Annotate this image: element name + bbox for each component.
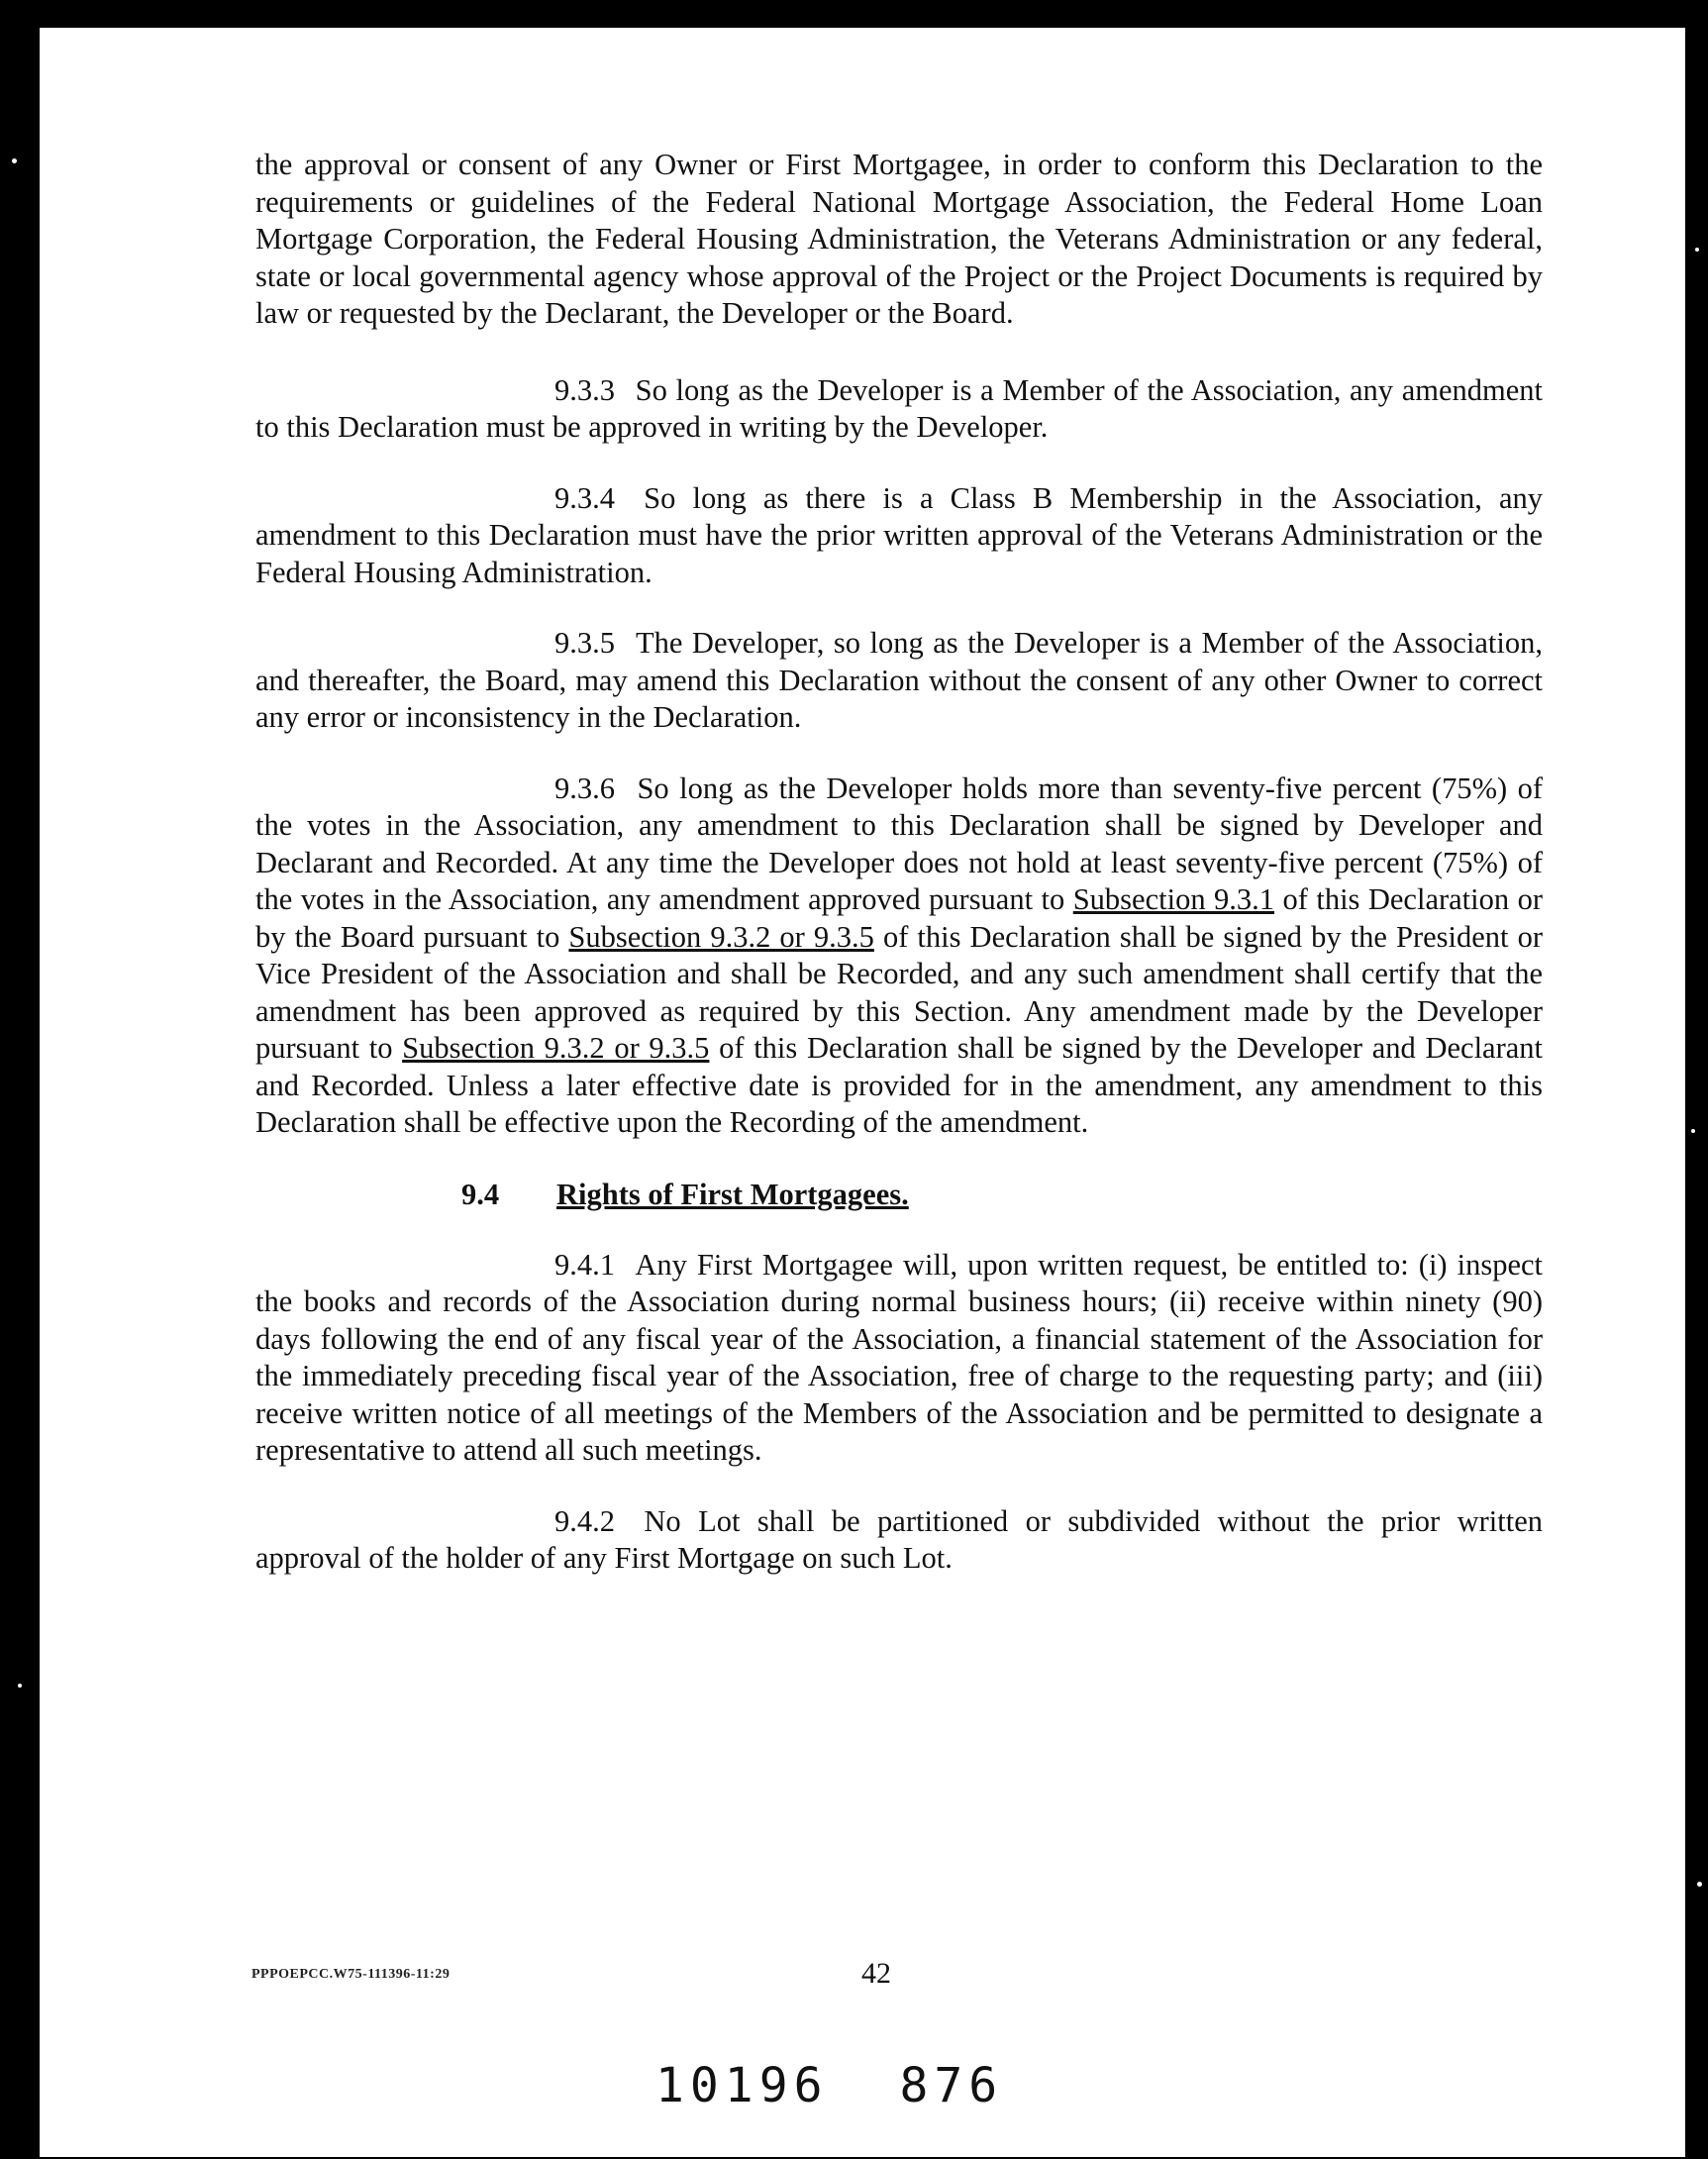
paragraph-text-part: of this Declaration shall be signed by the Developer and Declarant and Recorded. Unless a later effective date is provided for in the amendment, any amendment to this Declaration shall be effective upon the Recording of the amendment. bbox=[255, 1031, 1544, 1139]
page-number: 42 bbox=[861, 1957, 891, 1990]
scan-speck bbox=[1691, 1129, 1695, 1133]
scan-speck bbox=[18, 1684, 22, 1688]
paragraph-number: 9.3.3 bbox=[554, 372, 615, 407]
file-code: PPPOEPCC.W75-111396-11:29 bbox=[251, 1967, 451, 1982]
paragraph-text: No Lot shall be partitioned or subdivided without the prior written approval of the holder of any First Mortgage on such Lot. bbox=[255, 1503, 1543, 1575]
paragraph-9-4-1 bbox=[255, 1247, 1543, 1470]
stamp-book-number: 10196 bbox=[655, 2058, 829, 2113]
document-body bbox=[255, 147, 1543, 1611]
paragraph-9-3-5 bbox=[255, 625, 1543, 737]
paragraph-number: 9.4.2 bbox=[554, 1503, 615, 1538]
section-title: Rights of First Mortgagees. bbox=[556, 1177, 909, 1211]
subsection-reference-9-3-2-or-9-3-5: Subsection 9.3.2 or 9.3.5 bbox=[568, 919, 874, 954]
paragraph-number: 9.4.1 bbox=[554, 1247, 615, 1282]
paragraph-text-part: So long as the Developer holds more than seventy-five percent (75%) of the votes in the Association, any amendment to this Declaration shall be signed by Developer and Declarant and Recorded. At any time the Developer does not hold at least seventy-five percent (75%) of the votes in the Association, any amendment approved pursuant to bbox=[255, 771, 1544, 916]
scan-speck bbox=[12, 158, 17, 163]
subsection-reference-9-3-1: Subsection 9.3.1 bbox=[1072, 882, 1275, 916]
scan-speck bbox=[1697, 1882, 1702, 1887]
paragraph-number: 9.3.5 bbox=[554, 626, 615, 660]
section-heading-9-4 bbox=[255, 1176, 1543, 1213]
paragraph-text: The Developer, so long as the Developer is a Member of the Association, and thereafter, the Board, may amend this Declaration without the consent of any other Owner to correct any error or inconsistency in the Declaration. bbox=[255, 626, 1543, 734]
document-page bbox=[40, 28, 1685, 2157]
paragraph-9-3-4 bbox=[255, 480, 1543, 592]
paragraph-text-part: of this Declaration shall be signed by the President or Vice President of the Association and shall be Recorded, and any such amendment shall certify that the amendment has been approved as required by this Section. Any amendment made by the Developer pursuant to bbox=[255, 919, 1543, 1065]
scan-speck bbox=[1678, 2100, 1685, 2107]
paragraph-text: So long as there is a Class B Membership in the Association, any amendment to this Declaration must have the prior written approval of the Veterans Administration or the Federal Housing Administration. bbox=[255, 480, 1544, 589]
paragraph-9-3-3 bbox=[255, 372, 1543, 447]
section-number: 9.4 bbox=[461, 1177, 500, 1211]
paragraph-9-4-2 bbox=[255, 1503, 1543, 1578]
paragraph-text: So long as the Developer is a Member of the Association, any amendment to this Declaration must be approved in writing by the Developer. bbox=[255, 372, 1543, 444]
subsection-reference-9-3-2-or-9-3-5: Subsection 9.3.2 or 9.3.5 bbox=[402, 1031, 710, 1065]
paragraph-text: Any First Mortgagee will, upon written request, be entitled to: (i) inspect the books and records of the Association during normal business hours; (ii) receive within ninety (90) days following the end of any fiscal year of the Association, a financial statement of the Association for the immediately preceding fiscal year of the Association, free of charge to the requesting party; and (iii) receive written notice of all meetings of the Members of the Association and be permitted to designate a representative to attend all such meetings. bbox=[255, 1247, 1543, 1467]
continuation-paragraph bbox=[255, 147, 1543, 333]
stamp-page-number: 876 bbox=[899, 2058, 1004, 2113]
document-stamp bbox=[655, 2058, 1003, 2113]
paragraph-9-3-6 bbox=[255, 771, 1543, 1142]
paragraph-text-part: of this Declaration or by the Board pursuant to bbox=[255, 882, 1543, 954]
scan-speck bbox=[1695, 248, 1699, 252]
paragraph-text: the approval or consent of any Owner or First Mortgagee, in order to conform this Declaration to the requirements or guidelines of the Federal National Mortgage Association, the Federal Home Loan Mortgage Corporation, the Federal Housing Administration, the Veterans Administration or any federal, state or local governmental agency whose approval of the Project or the Project Documents is required by law or requested by the Declarant, the Developer or the Board. bbox=[255, 148, 1543, 330]
paragraph-number: 9.3.4 bbox=[554, 480, 615, 515]
paragraph-number: 9.3.6 bbox=[554, 771, 615, 805]
